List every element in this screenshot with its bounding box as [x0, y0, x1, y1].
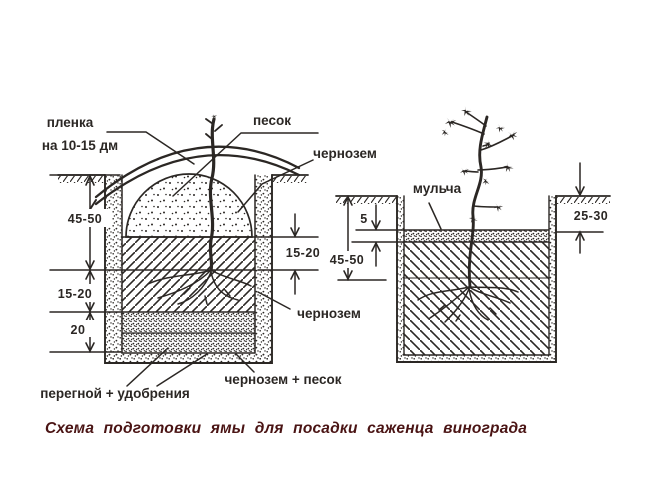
- right-dim-mulch: 5: [360, 212, 368, 226]
- film-label-line1: пленка: [46, 115, 94, 130]
- left-dim-bottom-layer: 20: [70, 323, 86, 337]
- chernozem-top-label: чернозем: [313, 146, 377, 161]
- humus-layer-1: [122, 312, 255, 333]
- backfill-soil: [404, 242, 549, 355]
- right-dim-depth: 45-50: [329, 253, 365, 267]
- chernozem-top-pointer: [238, 160, 313, 212]
- left-dim-depth: 45-50: [67, 212, 103, 226]
- right-pit-fill: [404, 230, 549, 355]
- humus-layer-2: [122, 333, 255, 353]
- surface-offset-dimension: [556, 163, 608, 253]
- mulch-label: мульча: [412, 181, 462, 196]
- sand-dome: [126, 174, 252, 237]
- right-dim-surface-offset: 25-30: [573, 209, 609, 223]
- left-soil-layers: [122, 237, 255, 353]
- left-dim-root-layer: 15-20: [57, 287, 93, 301]
- chernozem-sand-label: чернозем + песок: [224, 372, 342, 387]
- figure-caption: Схема подготовки ямы для посадки саженца винограда: [45, 420, 528, 437]
- humus-label: перегной + удобрения: [40, 386, 190, 401]
- chernozem-layer: [122, 237, 255, 270]
- mulch-pointer: [429, 203, 441, 229]
- film-label-line2: на 10-15 дм: [41, 138, 119, 153]
- left-dim-chernozem-layer: 15-20: [285, 246, 321, 260]
- root-layer: [122, 270, 255, 312]
- sand-label: песок: [253, 113, 291, 128]
- chernozem-bottom-label: чернозем: [297, 306, 361, 321]
- mulch-layer: [404, 230, 549, 242]
- right-pit-diagram: [323, 105, 610, 362]
